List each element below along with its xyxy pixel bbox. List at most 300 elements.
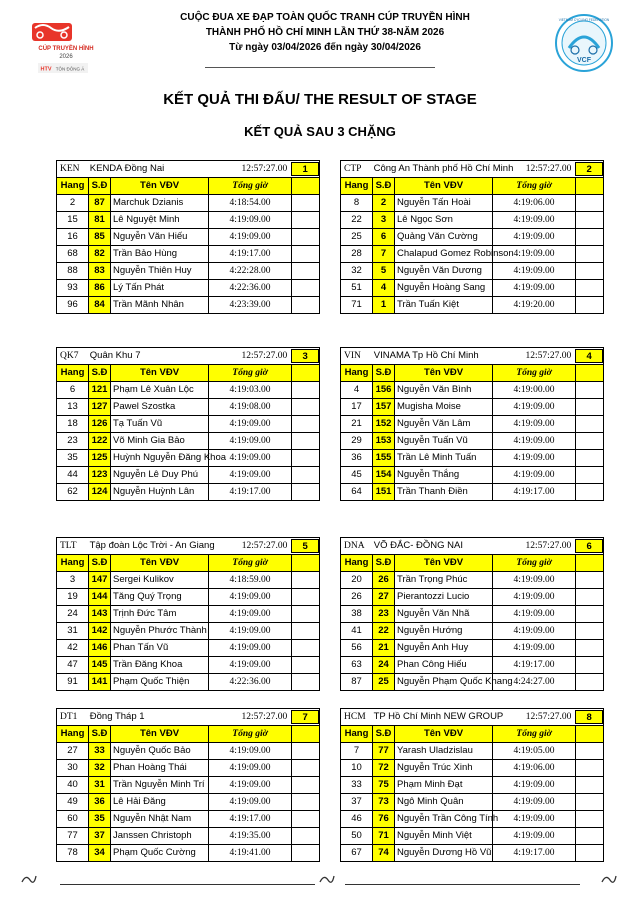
rider-blank [575,828,603,844]
rider-rank: 29 [341,433,373,449]
rider-blank [291,246,319,262]
rider-time: 4:19:09.00 [513,575,555,585]
rider-row [56,828,320,845]
rider-time: 4:22:36.00 [229,283,271,293]
rider-name: Nguyễn Tuấn Vũ [395,433,493,449]
rider-rank: 21 [341,416,373,432]
rider-row [56,777,320,794]
column-header-row [340,555,604,572]
rider-rank: 44 [57,467,89,483]
rider-blank [575,674,603,690]
rider-blank [575,382,603,398]
rider-row [340,777,604,794]
rider-row [56,467,320,484]
rider-rank: 67 [341,845,373,861]
rider-rank: 41 [341,623,373,639]
rider-time: 4:19:09.00 [229,215,271,225]
column-header-row [340,726,604,743]
rider-blank [291,828,319,844]
team-position: 2 [575,162,603,176]
rider-bib: 71 [373,828,395,844]
team-code: DT1 [60,712,78,722]
rider-time: 4:19:17.00 [513,487,555,497]
col-time-header: Tổng giờ [516,368,552,378]
rider-time: 4:19:35.00 [229,831,271,841]
rider-bib: 76 [373,811,395,827]
rider-bib: 23 [373,606,395,622]
rider-name: Nguyễn Minh Việt [395,828,493,844]
rider-row [340,450,604,467]
team-table [56,537,320,691]
rider-time: 4:19:09.00 [513,797,555,807]
rider-rank: 7 [341,743,373,759]
rider-row [56,623,320,640]
rider-time: 4:19:09.00 [513,283,555,293]
team-header-row [56,347,320,365]
rider-rank: 20 [341,572,373,588]
rider-bib: 123 [89,467,111,483]
rider-row [56,382,320,399]
rider-name: Yarash Uladzislau [395,743,493,759]
col-rank-header: Hang [341,365,373,381]
column-header-row [340,365,604,382]
team-name: Đồng Tháp 1 [89,711,145,722]
col-rank-header: Hang [57,365,89,381]
rider-name: Janssen Christoph [111,828,209,844]
rider-blank [575,450,603,466]
col-rank-header: Hang [341,178,373,194]
team-header-row [340,708,604,726]
rider-rank: 10 [341,760,373,776]
team-table [340,537,604,691]
rider-rank: 42 [57,640,89,656]
rider-time: 4:19:20.00 [513,300,555,310]
rider-time: 4:19:09.00 [513,419,555,429]
col-rank-header: Hang [57,726,89,742]
team-table [56,347,320,501]
rider-name: Phan Công Hiếu [395,657,493,673]
col-time-header: Tổng giờ [232,368,268,378]
rider-time: 4:19:09.00 [513,626,555,636]
rider-row [340,623,604,640]
rider-row [56,845,320,862]
rider-row [56,416,320,433]
column-header-row [340,178,604,195]
rider-name: Phạm Quốc Cường [111,845,209,861]
rider-rank: 45 [341,467,373,483]
rider-blank [291,416,319,432]
rider-blank [291,674,319,690]
rider-bib: 31 [89,777,111,793]
rider-bib: 74 [373,845,395,861]
rider-blank [291,606,319,622]
team-code: TLT [60,541,77,551]
team-name: Công An Thành phố Hồ Chí Minh [373,163,514,174]
rider-name: Nguyễn Văn Nhã [395,606,493,622]
rider-rank: 50 [341,828,373,844]
rider-time: 4:19:09.00 [229,660,271,670]
rider-bib: 147 [89,572,111,588]
rider-row [56,450,320,467]
team-position: 6 [575,539,603,553]
rider-row [340,484,604,501]
col-time-header: Tổng giờ [232,729,268,739]
rider-row [340,280,604,297]
rider-row [340,212,604,229]
rider-name: Tăng Quý Trọng [111,589,209,605]
team-name: VINAMA Tp Hồ Chí Minh [373,350,479,361]
logo-right-ring-text: VIETNAM CYCLING FEDERATION [558,18,610,22]
rider-name: Nguyễn Lê Duy Phú [111,467,209,483]
rider-row [340,760,604,777]
rider-bib: 143 [89,606,111,622]
rider-time: 4:19:09.00 [513,249,555,259]
rider-bib: 144 [89,589,111,605]
rider-blank [575,467,603,483]
rider-time: 4:18:54.00 [229,198,271,208]
rider-rank: 91 [57,674,89,690]
column-header-row [56,178,320,195]
rider-rank: 4 [341,382,373,398]
rider-blank [291,297,319,313]
rider-rank: 3 [57,572,89,588]
rider-blank [291,589,319,605]
rider-time: 4:19:17.00 [229,487,271,497]
page-title: KẾT QUẢ THI ĐẤU/ THE RESULT OF STAGE [163,91,477,108]
rider-rank: 17 [341,399,373,415]
rider-bib: 6 [373,229,395,245]
rider-rank: 87 [341,674,373,690]
team-header-row [56,708,320,726]
rider-time: 4:19:09.00 [229,643,271,653]
rider-name: Nguyễn Thiên Huy [111,263,209,279]
rider-rank: 27 [57,743,89,759]
rider-rank: 26 [341,589,373,605]
team-total-time: 12:57:27.00 [241,164,288,174]
rider-blank [291,811,319,827]
rider-time: 4:19:09.00 [513,609,555,619]
col-name-header: Tên VĐV [111,555,209,571]
rider-blank [291,657,319,673]
rider-time: 4:19:09.00 [513,643,555,653]
col-rank-header: Hang [57,178,89,194]
rider-rank: 77 [57,828,89,844]
team-name: VÕ ĐẮC- ĐỒNG NAI [373,540,463,551]
rider-blank [575,246,603,262]
header-line-3: Từ ngày 03/04/2026 đến ngày 30/04/2026 [229,42,421,53]
logo-left-sponsor2: TÔN ĐÔNG Á [55,66,85,72]
rider-blank [291,433,319,449]
rider-rank: 37 [341,794,373,810]
rider-time: 4:19:09.00 [229,780,271,790]
col-time-header: Tổng giờ [516,181,552,191]
rider-rank: 19 [57,589,89,605]
team-total-time: 12:57:27.00 [525,541,572,551]
rider-bib: 127 [89,399,111,415]
rider-time: 4:19:09.00 [513,436,555,446]
rider-time: 4:23:39.00 [229,300,271,310]
rider-name: Phạm Minh Đạt [395,777,493,793]
team-table [56,708,320,862]
rider-bib: 142 [89,623,111,639]
rider-bib: 77 [373,743,395,759]
rider-row [56,674,320,691]
col-rank-header: Hang [57,555,89,571]
column-header-row [56,726,320,743]
cup-tv-logo [26,20,100,78]
rider-rank: 36 [341,450,373,466]
rider-time: 4:19:03.00 [229,385,271,395]
col-bib-header: S.Đ [373,726,395,742]
rider-blank [575,433,603,449]
rider-bib: 125 [89,450,111,466]
rider-rank: 28 [341,246,373,262]
rider-name: Lê Ngọc Sơn [395,212,493,228]
rider-name: Phan Tấn Vũ [111,640,209,656]
col-blank-header [291,365,319,381]
rider-rank: 6 [57,382,89,398]
rider-name: Nguyễn Trúc Xinh [395,760,493,776]
rider-name: Nguyễn Trần Công Tính [395,811,493,827]
rider-name: Nguyễn Văn Bình [395,382,493,398]
rider-row [56,263,320,280]
rider-time: 4:19:09.00 [229,470,271,480]
rider-blank [291,640,319,656]
team-name: Quân Khu 7 [89,350,141,361]
rider-row [56,195,320,212]
rider-blank [291,760,319,776]
team-header-row [340,537,604,555]
rider-blank [291,743,319,759]
rider-name: Trần Nguyễn Minh Trí [111,777,209,793]
col-blank-header [575,726,603,742]
rider-row [56,212,320,229]
rider-row [56,229,320,246]
col-blank-header [575,365,603,381]
logo-left-name: CÚP TRUYỀN HÌNH [38,46,94,52]
rider-row [340,399,604,416]
header-divider [205,67,435,68]
rider-bib: 72 [373,760,395,776]
rider-bib: 153 [373,433,395,449]
team-code: DNA [344,541,365,551]
rider-rank: 18 [57,416,89,432]
team-code: HCM [344,712,366,722]
rider-name: Trần Tuấn Kiệt [395,297,493,313]
rider-row [340,433,604,450]
rider-bib: 124 [89,484,111,500]
rider-rank: 88 [57,263,89,279]
col-time-header: Tổng giờ [232,558,268,568]
rider-name: Nguyễn Nhật Nam [111,811,209,827]
rider-bib: 151 [373,484,395,500]
rider-bib: 27 [373,589,395,605]
rider-time: 4:19:08.00 [229,402,271,412]
rider-row [56,484,320,501]
team-total-time: 12:57:27.00 [241,541,288,551]
col-blank-header [291,555,319,571]
col-name-header: Tên VĐV [111,178,209,194]
team-header-row [340,347,604,365]
rider-row [340,674,604,691]
rider-time: 4:19:09.00 [513,592,555,602]
rider-blank [291,777,319,793]
rider-time: 4:19:09.00 [229,746,271,756]
rider-time: 4:19:17.00 [229,249,271,259]
col-rank-header: Hang [341,726,373,742]
rider-time: 4:19:09.00 [229,419,271,429]
rider-name: Huỳnh Nguyễn Đăng Khoa [111,450,209,466]
rider-rank: 33 [341,777,373,793]
rider-name: Phan Hoàng Thái [111,760,209,776]
rider-bib: 24 [373,657,395,673]
team-table [340,708,604,862]
rider-blank [575,572,603,588]
rider-bib: 75 [373,777,395,793]
team-total-time: 12:57:27.00 [525,164,572,174]
rider-row [340,828,604,845]
team-table [56,160,320,314]
rider-time: 4:19:05.00 [513,746,555,756]
rider-rank: 68 [57,246,89,262]
rider-rank: 35 [57,450,89,466]
rider-row [340,589,604,606]
rider-blank [291,467,319,483]
rider-row [340,416,604,433]
rider-name: Quảng Văn Cường [395,229,493,245]
team-code: VIN [344,351,361,361]
rider-blank [291,195,319,211]
rider-name: Lý Tấn Phát [111,280,209,296]
logo-left-year: 2026 [59,54,73,60]
rider-time: 4:19:09.00 [513,402,555,412]
rider-row [56,572,320,589]
rider-row [340,811,604,828]
rider-blank [575,657,603,673]
rider-rank: 2 [57,195,89,211]
rider-row [56,794,320,811]
rider-row [340,263,604,280]
team-table [340,160,604,314]
rider-blank [291,484,319,500]
rider-name: Trần Thanh Điền [395,484,493,500]
rider-bib: 85 [89,229,111,245]
rider-name: Trần Bảo Hùng [111,246,209,262]
rider-bib: 1 [373,297,395,313]
col-time-header: Tổng giờ [516,558,552,568]
rider-bib: 26 [373,572,395,588]
rider-time: 4:19:09.00 [513,831,555,841]
rider-bib: 21 [373,640,395,656]
team-total-time: 12:57:27.00 [525,351,572,361]
team-position: 8 [575,710,603,724]
rider-bib: 154 [373,467,395,483]
col-bib-header: S.Đ [373,178,395,194]
col-blank-header [291,726,319,742]
rider-bib: 32 [89,760,111,776]
rider-bib: 157 [373,399,395,415]
rider-name: Trần Mãnh Nhân [111,297,209,313]
rider-row [56,589,320,606]
rider-time: 4:19:09.00 [513,470,555,480]
rider-bib: 122 [89,433,111,449]
rider-bib: 145 [89,657,111,673]
rider-blank [575,811,603,827]
rider-time: 4:19:06.00 [513,763,555,773]
rider-bib: 83 [89,263,111,279]
col-bib-header: S.Đ [89,365,111,381]
rider-row [340,743,604,760]
team-header-row [56,537,320,555]
col-bib-header: S.Đ [89,726,111,742]
rider-name: Nguyễn Quốc Bảo [111,743,209,759]
rider-bib: 82 [89,246,111,262]
column-header-row [56,365,320,382]
rider-rank: 38 [341,606,373,622]
team-position: 1 [291,162,319,176]
team-position: 7 [291,710,319,724]
rider-row [56,246,320,263]
rider-rank: 32 [341,263,373,279]
rider-bib: 37 [89,828,111,844]
rider-row [340,606,604,623]
rider-rank: 56 [341,640,373,656]
rider-rank: 47 [57,657,89,673]
rider-bib: 25 [373,674,395,690]
rider-time: 4:19:41.00 [229,848,271,858]
header-line-1: CUỘC ĐUA XE ĐẠP TOÀN QUỐC TRANH CÚP TRUYỀN HÌNH [180,12,470,23]
rider-blank [575,399,603,415]
col-bib-header: S.Đ [89,555,111,571]
rider-row [56,640,320,657]
rider-name: Phạm Quốc Thiện [111,674,209,690]
col-rank-header: Hang [341,555,373,571]
rider-name: Nguyễn Thắng [395,467,493,483]
rider-blank [575,794,603,810]
rider-blank [575,229,603,245]
rider-rank: 40 [57,777,89,793]
team-position: 4 [575,349,603,363]
rider-blank [575,606,603,622]
rider-rank: 8 [341,195,373,211]
rider-bib: 155 [373,450,395,466]
col-blank-header [575,555,603,571]
rider-rank: 62 [57,484,89,500]
rider-bib: 152 [373,416,395,432]
rider-row [340,297,604,314]
col-blank-header [575,178,603,194]
rider-bib: 4 [373,280,395,296]
rider-time: 4:19:09.00 [513,814,555,824]
rider-rank: 16 [57,229,89,245]
team-position: 3 [291,349,319,363]
rider-time: 4:19:09.00 [229,592,271,602]
rider-rank: 63 [341,657,373,673]
rider-blank [575,280,603,296]
team-total-time: 12:57:27.00 [241,712,288,722]
rider-row [340,229,604,246]
rider-name: Nguyễn Tấn Hoài [395,195,493,211]
rider-name: Trần Đăng Khoa [111,657,209,673]
rider-name: Nguyễn Anh Huy [395,640,493,656]
rider-row [340,246,604,263]
rider-name: Trần Trọng Phúc [395,572,493,588]
col-name-header: Tên VĐV [395,726,493,742]
rider-bib: 87 [89,195,111,211]
rider-rank: 30 [57,760,89,776]
rider-blank [575,623,603,639]
rider-blank [575,845,603,861]
